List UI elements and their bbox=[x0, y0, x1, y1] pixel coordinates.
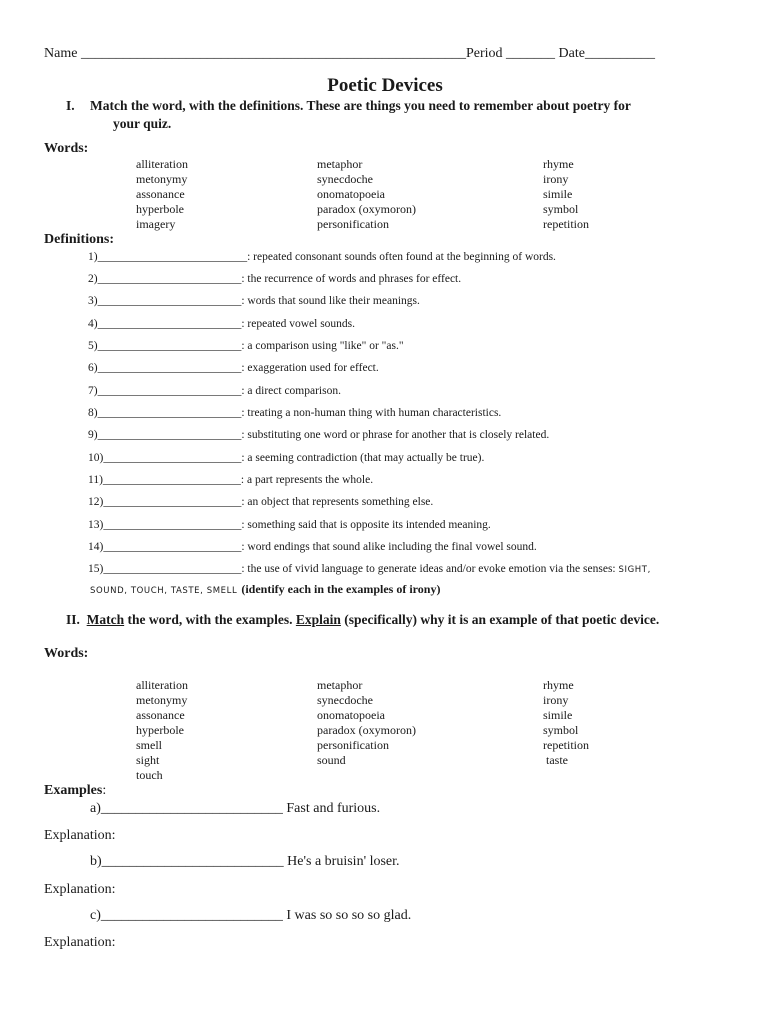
definition-number: 9) bbox=[88, 429, 98, 441]
word-item: metonymy bbox=[136, 693, 188, 707]
word-item: symbol bbox=[543, 202, 579, 216]
example-letter: a) bbox=[90, 801, 101, 816]
word-item: irony bbox=[543, 693, 569, 707]
word-item: paradox (oxymoron) bbox=[317, 202, 416, 216]
explanation-label: Explanation: bbox=[44, 882, 116, 897]
section2-numeral: II. bbox=[66, 612, 80, 627]
word-item: taste bbox=[546, 753, 568, 767]
section1-word-column-1 bbox=[136, 157, 188, 232]
answer-blank[interactable]: _________________________ bbox=[97, 295, 242, 307]
examples-colon: : bbox=[102, 783, 107, 798]
section1-numeral: I. bbox=[66, 98, 75, 113]
word-item: smell bbox=[136, 738, 162, 752]
definition-text: : repeated consonant sounds often found at the beginning of words. bbox=[247, 251, 556, 263]
example-text: He's a bruisin' loser. bbox=[287, 854, 400, 869]
word-item: rhyme bbox=[543, 678, 574, 692]
section2-instruction bbox=[66, 612, 659, 628]
definition-row bbox=[88, 251, 556, 263]
answer-blank[interactable]: __________________________ bbox=[100, 908, 283, 923]
example-letter: b) bbox=[90, 854, 102, 869]
name-label: Name bbox=[44, 46, 78, 61]
answer-blank[interactable]: _________________________ bbox=[97, 340, 242, 352]
word-item: assonance bbox=[136, 187, 185, 201]
definition-number: 4) bbox=[88, 318, 98, 330]
section1-instruction-line1: Match the word, with the definitions. These are things you need to remember about poetry for bbox=[90, 98, 631, 113]
definition-number: 5) bbox=[88, 340, 98, 352]
answer-blank[interactable]: _________________________ bbox=[97, 362, 242, 374]
answer-blank[interactable]: ________________________ bbox=[102, 474, 241, 486]
word-item: simile bbox=[543, 708, 573, 722]
definition-text: : repeated vowel sounds. bbox=[241, 318, 356, 330]
definition-number: 15) bbox=[88, 563, 104, 575]
example-row-b bbox=[90, 854, 400, 870]
word-item: synecdoche bbox=[317, 693, 373, 707]
definition-row bbox=[88, 519, 491, 531]
definition-row bbox=[88, 474, 373, 486]
senses-list: SOUND, TOUCH, TASTE, SMELL bbox=[90, 586, 238, 596]
answer-blank[interactable]: ________________________ bbox=[103, 541, 242, 553]
answer-blank[interactable]: __________________________ bbox=[101, 854, 284, 869]
definition-row bbox=[88, 563, 651, 575]
definition-text: : a comparison using "like" or "as." bbox=[241, 340, 404, 352]
definition-text: : exaggeration used for effect. bbox=[241, 362, 379, 374]
word-item: alliteration bbox=[136, 157, 188, 171]
definition-number: 14) bbox=[88, 541, 104, 553]
section2-word-column-1 bbox=[136, 678, 188, 783]
definition-number: 12) bbox=[88, 496, 104, 508]
period-field[interactable]: _______ bbox=[506, 46, 555, 61]
definition-text: : a direct comparison. bbox=[241, 385, 341, 397]
word-item: hyperbole bbox=[136, 723, 184, 737]
section1-instruction-line2: your quiz. bbox=[113, 116, 172, 131]
instruction-end: (specifically) why it is an example of that poetic device. bbox=[344, 612, 660, 627]
word-item: rhyme bbox=[543, 157, 574, 171]
definition-row bbox=[88, 295, 420, 307]
identify-irony-note: (identify each in the examples of irony) bbox=[241, 582, 441, 596]
word-item: metaphor bbox=[317, 678, 363, 692]
senses-text: SIGHT, bbox=[618, 565, 651, 575]
word-item: sight bbox=[136, 753, 160, 767]
definition-row bbox=[88, 273, 461, 285]
definition-text: : a seeming contradiction (that may actually be true). bbox=[241, 452, 485, 464]
section2-words-heading: Words: bbox=[44, 646, 89, 661]
examples-heading bbox=[44, 783, 106, 799]
definition-number: 11) bbox=[88, 474, 103, 486]
definition-row bbox=[88, 452, 484, 464]
explain-word: Explain bbox=[295, 612, 341, 627]
answer-blank[interactable]: _________________________ bbox=[97, 407, 242, 419]
definition-text: : an object that represents something else. bbox=[241, 496, 434, 508]
period-label: Period bbox=[465, 46, 503, 61]
definition-number: 13) bbox=[88, 519, 104, 531]
word-item: onomatopoeia bbox=[317, 708, 385, 722]
word-item: hyperbole bbox=[136, 202, 184, 216]
section1-word-column-2 bbox=[317, 157, 416, 232]
definition-text: : treating a non-human thing with human characteristics. bbox=[241, 407, 502, 419]
word-item: onomatopoeia bbox=[317, 187, 385, 201]
definition-text: : the use of vivid language to generate ideas and/or evoke emotion via the senses: bbox=[241, 563, 616, 575]
definition-text: : a part represents the whole. bbox=[240, 474, 374, 486]
definition-row bbox=[88, 496, 433, 508]
definition-number: 8) bbox=[88, 407, 98, 419]
examples-heading-text: Examples bbox=[44, 783, 103, 798]
definition-text: : words that sound like their meanings. bbox=[241, 295, 420, 307]
section2-word-column-2 bbox=[317, 678, 416, 768]
example-text: I was so so so so glad. bbox=[286, 908, 412, 923]
answer-blank[interactable]: _________________________ bbox=[97, 273, 242, 285]
answer-blank[interactable]: __________________________ bbox=[97, 251, 248, 263]
definition-15-continuation bbox=[90, 580, 440, 598]
word-item: imagery bbox=[136, 217, 176, 231]
answer-blank[interactable]: ________________________ bbox=[103, 519, 242, 531]
section1-words-heading: Words: bbox=[44, 141, 89, 156]
definition-row bbox=[88, 318, 355, 330]
word-item: simile bbox=[543, 187, 573, 201]
word-item: repetition bbox=[543, 217, 589, 231]
word-item: paradox (oxymoron) bbox=[317, 723, 416, 737]
word-item: sound bbox=[317, 753, 346, 767]
example-letter: c) bbox=[90, 908, 101, 923]
section1-word-column-3 bbox=[543, 157, 589, 232]
answer-blank[interactable]: __________________________ bbox=[100, 801, 283, 816]
word-item: synecdoche bbox=[317, 172, 373, 186]
word-item: touch bbox=[136, 768, 163, 782]
answer-blank[interactable]: ________________________ bbox=[103, 563, 242, 575]
definition-text: : the recurrence of words and phrases for effect. bbox=[241, 273, 462, 285]
name-field[interactable]: _______________________________________________________ bbox=[80, 46, 466, 61]
example-row-a bbox=[90, 801, 380, 817]
answer-blank[interactable]: _________________________ bbox=[97, 318, 242, 330]
date-field[interactable]: __________ bbox=[584, 46, 655, 61]
word-item: irony bbox=[543, 172, 569, 186]
answer-blank[interactable]: ________________________ bbox=[103, 452, 242, 464]
header-line bbox=[44, 46, 655, 62]
word-item: symbol bbox=[543, 723, 579, 737]
word-item: personification bbox=[317, 738, 389, 752]
definition-number: 2) bbox=[88, 273, 98, 285]
example-row-c bbox=[90, 908, 411, 924]
definition-row bbox=[88, 340, 404, 352]
definition-number: 10) bbox=[88, 452, 104, 464]
word-item: repetition bbox=[543, 738, 589, 752]
date-label: Date bbox=[558, 46, 585, 61]
answer-blank[interactable]: _________________________ bbox=[97, 429, 242, 441]
word-item: metonymy bbox=[136, 172, 188, 186]
definition-row bbox=[88, 541, 537, 553]
definition-text: : something said that is opposite its intended meaning. bbox=[241, 519, 491, 531]
definition-number: 6) bbox=[88, 362, 98, 374]
answer-blank[interactable]: _________________________ bbox=[97, 385, 242, 397]
page-title: Poetic Devices bbox=[327, 75, 443, 96]
definition-number: 1) bbox=[88, 251, 98, 263]
definition-row bbox=[88, 362, 379, 374]
example-text: Fast and furious. bbox=[286, 801, 381, 816]
definition-text: : word endings that sound alike including the final vowel sound. bbox=[241, 541, 537, 553]
definition-text: : substituting one word or phrase for another that is closely related. bbox=[241, 429, 550, 441]
definition-number: 3) bbox=[88, 295, 98, 307]
word-item: personification bbox=[317, 217, 389, 231]
word-item: metaphor bbox=[317, 157, 363, 171]
definition-row bbox=[88, 429, 549, 441]
definition-row bbox=[88, 385, 341, 397]
section2-word-column-3 bbox=[543, 678, 589, 768]
explanation-label: Explanation: bbox=[44, 828, 116, 843]
word-item: alliteration bbox=[136, 678, 188, 692]
answer-blank[interactable]: ________________________ bbox=[103, 496, 242, 508]
instruction-mid: the word, with the examples. bbox=[127, 612, 293, 627]
word-item: assonance bbox=[136, 708, 185, 722]
definitions-heading: Definitions: bbox=[44, 232, 114, 247]
definition-number: 7) bbox=[88, 385, 98, 397]
explanation-label: Explanation: bbox=[44, 935, 116, 950]
match-word: Match bbox=[86, 612, 125, 627]
definition-row bbox=[88, 407, 501, 419]
